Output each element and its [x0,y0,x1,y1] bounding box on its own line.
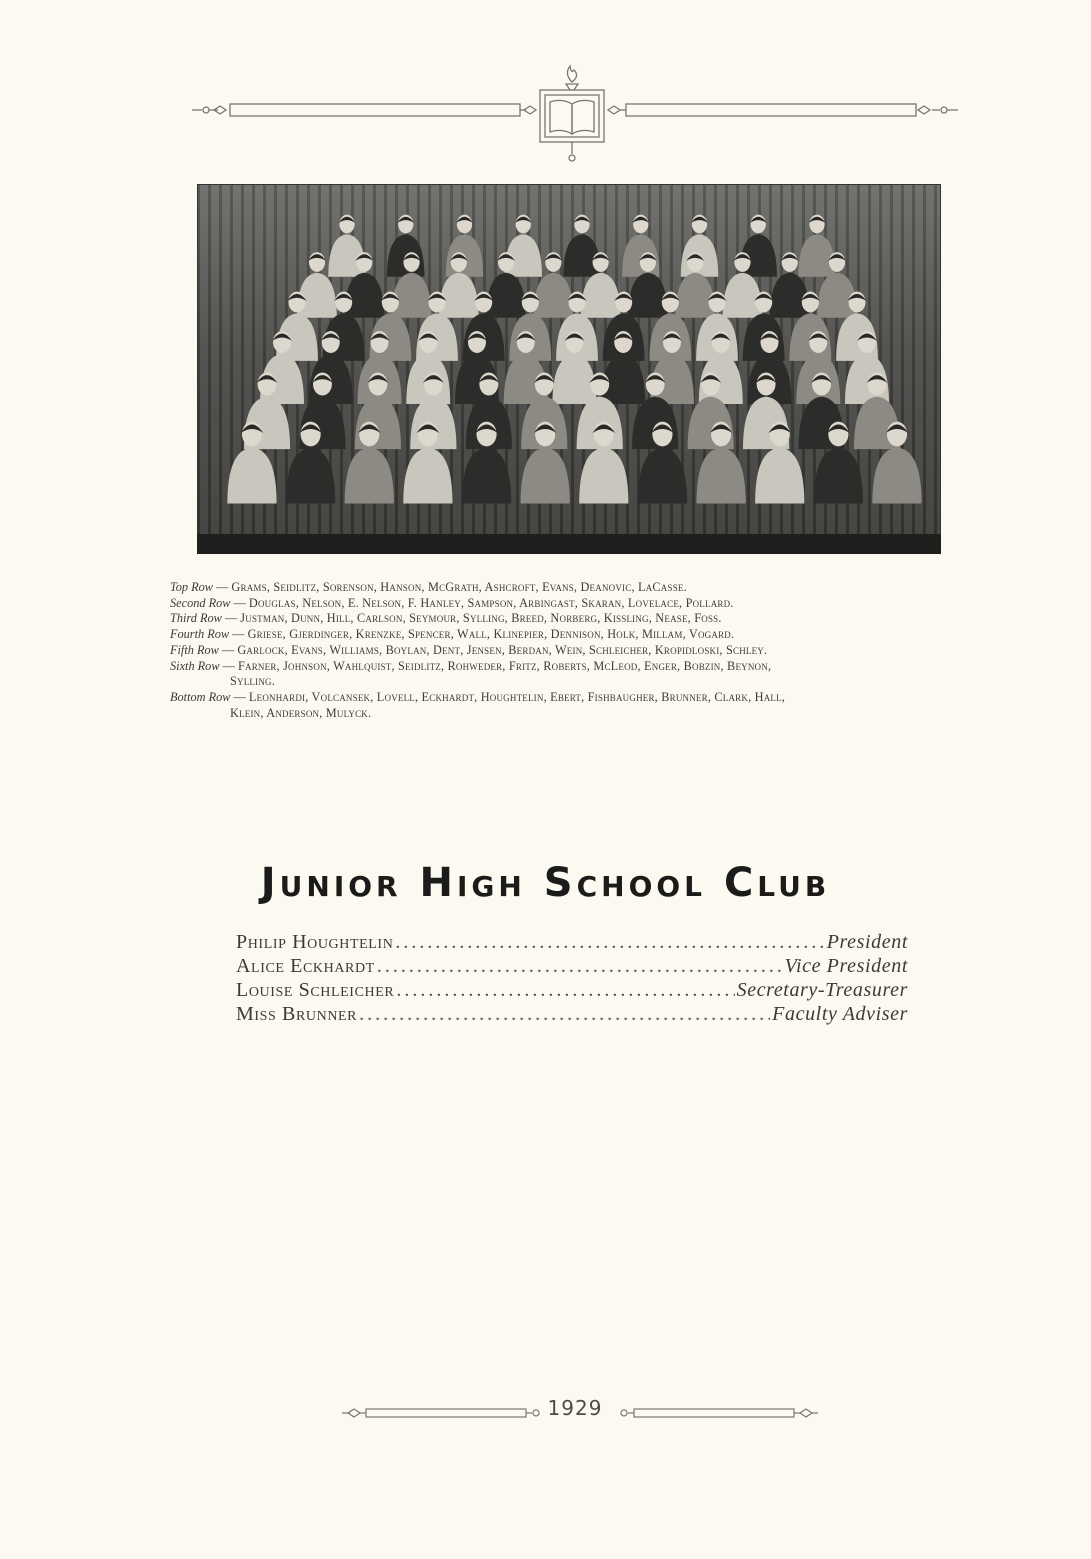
officer-role: Vice President [784,955,908,977]
photo-caption [170,580,970,721]
caption-row-continuation: Sylling. [230,674,276,689]
officer-role: Faculty Adviser [772,1003,908,1025]
officer-role: Secretary-Treasurer [736,979,908,1001]
officer-name: Philip Houghtelin [236,931,394,953]
dot-leader [377,954,783,978]
person-body [770,273,810,318]
person-body [486,273,526,318]
person-body [403,447,452,503]
person-body [696,447,745,503]
caption-row-continuation: Klein, Anderson, Mulyck. [230,705,372,720]
person-body [723,273,763,318]
caption-row: Third Row — Justman, Dunn, Hill, Carlson, Seymour, Sylling, Breed, Norberg, Kissling, Nease, Foss. [170,611,722,626]
person-body [872,447,921,503]
officer-entry [236,978,908,1002]
caption-row: Top Row — Grams, Seidlitz, Sorenson, Hanson, McGrath, Ashcroft, Evans, Deanovic, LaCasse. [170,580,687,594]
officer-name: Miss Brunner [236,1003,358,1025]
dot-leader [359,1002,770,1026]
person-body [798,234,835,277]
person-body [581,273,621,318]
year-label: 1929 [540,1396,610,1420]
book-torch-ornament [190,62,960,172]
person-body [628,273,668,318]
person-body [227,447,276,503]
person-body [286,447,335,503]
photo-floor [197,534,941,554]
person-body [675,273,715,318]
person-body [755,447,804,503]
officer-role: President [826,931,908,953]
officers-list [236,930,908,1026]
person-body [553,354,597,404]
person-body [534,273,574,318]
officer-entry [236,930,908,954]
officer-entry [236,1002,908,1026]
officer-name: Alice Eckhardt [236,955,375,977]
person-body [638,447,687,503]
officer-entry [236,954,908,978]
person-body [462,447,511,503]
caption-row: Sixth Row — Farner, Johnson, Wahlquist, Seidlitz, Rohweder, Fritz, Roberts, McLeod, Enger, Bobzin, Beynon, [170,658,772,673]
person-body [392,273,432,318]
caption-row: Bottom Row — Leonhardi, Volcansek, Lovell, Eckhardt, Houghtelin, Ebert, Fishbaugher, Brunner, Clark, Hall, [170,689,786,704]
caption-row: Second Row — Douglas, Nelson, E. Nelson, F. Hanley, Sampson, Arbingast, Skaran, Lovelace, Pollard. [170,595,734,610]
person-body [439,273,479,318]
dot-leader [396,978,734,1002]
dot-leader [395,930,824,954]
person-body [814,447,863,503]
club-title: Junior High School Club [260,860,831,906]
caption-row: Fourth Row — Griese, Gjerdinger, Krenzke, Spencer, Wall, Klinepier, Dennison, Holk, Millam, Vogard. [170,627,735,642]
group-photo [197,184,941,554]
officer-name: Louise Schleicher [236,979,395,1001]
caption-row: Fifth Row — Garlock, Evans, Williams, Boylan, Dent, Jensen, Berdan, Wein, Schleicher, Kropidloski, Schley. [170,642,768,657]
person-body [521,447,570,503]
person-body [579,447,628,503]
person-body [344,273,384,318]
person-body [345,447,394,503]
